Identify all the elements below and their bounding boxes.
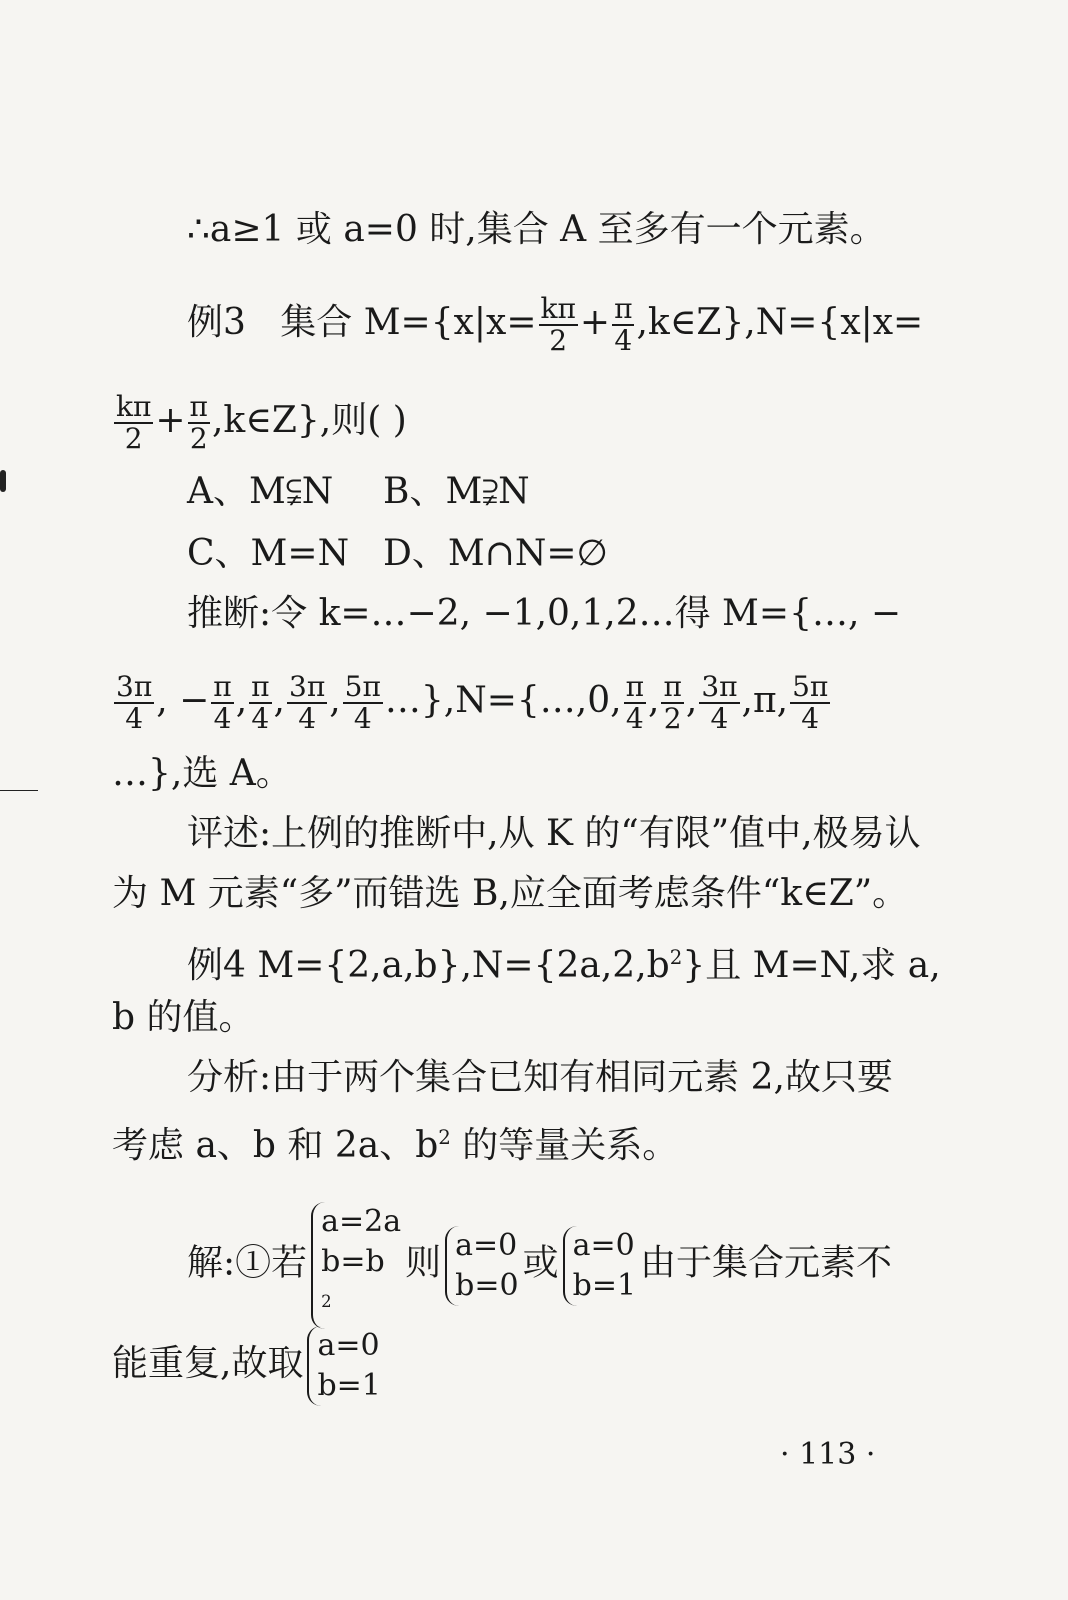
- inference-text: 推断:令 k=…−2, −1,0,1,2…得 M={…, −: [187, 593, 902, 634]
- solution-text: 解:①若: [187, 1242, 308, 1284]
- equation-base: b=b: [321, 1244, 385, 1279]
- option-a: A、M⫋N: [187, 471, 334, 512]
- inference-text: …},选 A。: [112, 753, 292, 794]
- equation: b=0: [455, 1267, 519, 1303]
- exponent: 2: [669, 946, 683, 969]
- denominator: 4: [801, 702, 820, 735]
- fraction: [249, 672, 271, 734]
- equation: [321, 1242, 401, 1329]
- fraction: [539, 294, 578, 356]
- denominator: 4: [213, 702, 232, 735]
- numerator: 3π: [289, 670, 326, 703]
- inference-line-1: [187, 592, 1068, 636]
- exponent: 2: [438, 1126, 451, 1149]
- denominator: 4: [625, 702, 644, 735]
- numerator: 5π: [792, 670, 829, 703]
- inference-line-3: [112, 752, 1068, 796]
- denominator: 2: [124, 422, 143, 455]
- math-operator: +: [155, 400, 186, 441]
- example-text: ,k∈Z},N={x|x=: [636, 302, 924, 343]
- solution-line-1: [187, 1202, 1068, 1329]
- equation-system: [563, 1226, 636, 1306]
- numerator: kπ: [540, 292, 576, 325]
- options-row-2: [187, 532, 1068, 576]
- margin-mark: [0, 790, 38, 791]
- example-4-line-1: [187, 936, 1068, 988]
- fraction: [287, 672, 327, 734]
- review-text: 为 M 元素“多”而错选 B,应全面考虑条件“k∈Z”。: [112, 873, 909, 914]
- denominator: 2: [189, 422, 208, 455]
- fraction: [661, 672, 683, 734]
- option-c: C、M=N: [187, 533, 350, 574]
- separator: ,: [685, 680, 698, 721]
- numerator: π: [189, 390, 208, 423]
- equation: a=0: [572, 1227, 635, 1263]
- denominator: 4: [251, 702, 270, 735]
- numerator: 3π: [701, 670, 738, 703]
- option-b: B、M⫌N: [383, 471, 530, 512]
- options-row-1: [187, 470, 1068, 514]
- separator: ,: [329, 680, 341, 721]
- numerator: π: [614, 292, 633, 325]
- example-text: ,k∈Z},则( ): [211, 400, 407, 441]
- equation-system: [445, 1226, 518, 1306]
- solution-text: 由于集合元素不: [640, 1242, 893, 1284]
- denominator: 4: [614, 324, 633, 357]
- numerator: kπ: [116, 390, 152, 423]
- numerator: π: [625, 670, 645, 703]
- analysis-line-1: [187, 1056, 1068, 1100]
- fraction: [114, 672, 154, 734]
- fraction: [343, 672, 383, 734]
- fraction: [624, 672, 646, 734]
- solution-text: 或: [522, 1242, 559, 1284]
- analysis-text: 考虑 a、b 和 2a、b: [112, 1125, 439, 1166]
- equation: b=1: [572, 1267, 637, 1303]
- numerator: 3π: [116, 670, 153, 703]
- review-text: 评述:上例的推断中,从 K 的“有限”值中,极易认: [187, 813, 921, 854]
- example-3-line-2: [112, 392, 1068, 454]
- numerator: π: [213, 670, 232, 703]
- equation-system: [307, 1326, 380, 1406]
- example-text: b 的值。: [112, 997, 255, 1038]
- analysis-text: 的等量关系。: [450, 1125, 679, 1166]
- option-d: D、M∩N=∅: [383, 533, 608, 574]
- analysis-text: 分析:由于两个集合已知有相同元素 2,故只要: [187, 1057, 893, 1098]
- example-3-line-1: [187, 294, 1068, 356]
- separator: ,: [273, 680, 285, 721]
- separator: ,: [648, 680, 660, 721]
- separator: ,π,: [741, 680, 789, 721]
- example-4-line-2: [112, 996, 1068, 1040]
- denominator: 2: [663, 702, 682, 735]
- fraction: [699, 672, 739, 734]
- inference-line-2: [112, 672, 1068, 734]
- fraction: [790, 672, 830, 734]
- equation: a=0: [455, 1227, 518, 1263]
- analysis-line-2: [112, 1116, 1068, 1168]
- review-line-1: [187, 812, 1068, 856]
- equation-system: [311, 1202, 401, 1329]
- fraction: [188, 392, 210, 454]
- equation: b=1: [317, 1368, 381, 1403]
- fraction: [211, 672, 233, 734]
- example-text: 集合 M={x|x=: [280, 302, 537, 343]
- denominator: 4: [353, 702, 372, 735]
- separator: …},N={…,0,: [384, 680, 622, 721]
- equation: a=0: [317, 1328, 380, 1363]
- exponent: 2: [321, 1292, 332, 1311]
- math-operator: +: [579, 302, 611, 343]
- conclusion-line: [187, 208, 1068, 252]
- example-text: }且 M=N,求 a,: [682, 945, 941, 986]
- example-label: 例3: [187, 302, 246, 343]
- denominator: 4: [710, 702, 729, 735]
- margin-mark: [0, 470, 6, 492]
- separator: ,: [235, 680, 248, 721]
- denominator: 2: [549, 324, 568, 357]
- equation: a=2a: [321, 1204, 402, 1239]
- denominator: 4: [125, 702, 144, 735]
- review-line-2: [112, 872, 1068, 916]
- denominator: 4: [298, 702, 317, 735]
- fraction: [114, 392, 153, 454]
- page-number: · 113 ·: [780, 1437, 876, 1472]
- fraction: [612, 294, 634, 356]
- separator: , −: [156, 680, 210, 721]
- numerator: 5π: [344, 670, 381, 703]
- solution-line-2: [112, 1326, 1068, 1406]
- example-text: 例4 M={2,a,b},N={2a,2,b: [187, 945, 670, 986]
- numerator: π: [251, 670, 270, 703]
- conclusion-text: ∴a≥1 或 a=0 时,集合 A 至多有一个元素。: [187, 209, 886, 250]
- numerator: π: [663, 670, 682, 703]
- solution-text: 则: [405, 1242, 442, 1284]
- solution-text: 能重复,故取: [112, 1343, 304, 1384]
